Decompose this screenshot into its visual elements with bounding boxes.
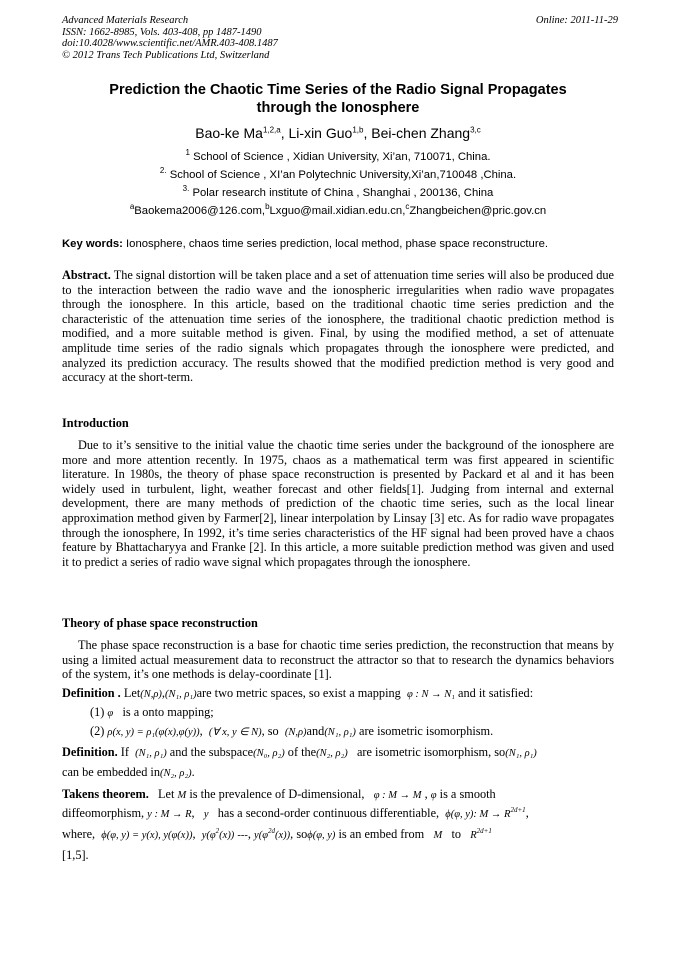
abstract-label: Abstract. xyxy=(62,268,111,282)
email-b[interactable]: Lxguo@mail.xidian.edu.cn, xyxy=(269,205,406,217)
takens-text: , xyxy=(424,787,428,801)
introduction-text: Due to it’s sensitive to the initial value the chaotic time series under the background of the ionosphere are more and more attention recently. In 1975, chaos as a mathematical term was first appeared in scientific literature. In 1980s, the theory of phase space reconstruction is presented by Packard et al and it has been widely used in turbulent, light, weather forecast and other fields[1]. Judging from internal and external development, there are many methods of prediction of the chaotic time series, such as the local linear approximation method given by Farmer[2], linear interpolation by Linsay [3] etc. As for radio wave propagates through the ionosphere, In 1992, it’s time series characteristics of the HF signal had been proved have a chaos feature by Bhattacharyya and Franke [2]. In this article, a more suitable prediction method was given and used it to predict a series of radio wave signal which propagates through the ionosphere. xyxy=(62,438,614,569)
takens-text: is an embed from xyxy=(338,827,425,842)
takens-label: Takens theorem. xyxy=(62,787,149,801)
affiliation-num: 2. xyxy=(159,166,167,176)
theory-heading: Theory of phase space reconstruction xyxy=(62,616,258,630)
def1-text: are two metric spaces, so exist a mapping xyxy=(196,686,401,700)
math: y(φ xyxy=(254,830,269,842)
takens-text: , xyxy=(525,806,529,821)
math-sup: 2d+1 xyxy=(510,806,526,814)
math: y : M → R xyxy=(147,809,192,821)
takens-text: , xyxy=(192,827,196,842)
math: y xyxy=(203,809,209,821)
takens-text: is a smooth xyxy=(439,787,496,801)
math: --- xyxy=(237,830,248,842)
definition-1-label: Definition . xyxy=(62,686,121,700)
takens-text: Let xyxy=(158,787,175,801)
def1-text: and it satisfied: xyxy=(457,686,534,700)
keywords xyxy=(62,238,618,250)
takens-theorem-line-3 xyxy=(62,827,614,842)
keywords-text: Ionosphere, chaos time series prediction, local method, phase space reconstructure. xyxy=(126,238,549,250)
math-sup: 2d xyxy=(268,827,276,835)
item-text: and xyxy=(306,724,325,738)
journal-header xyxy=(62,15,618,61)
math: M xyxy=(177,790,187,801)
math: (N₀, ρ₂) xyxy=(253,748,285,759)
takens-theorem-line-2 xyxy=(62,806,614,821)
author-3: , Bei-chen Zhang xyxy=(363,125,471,141)
keywords-label: Key words: xyxy=(62,238,123,250)
author-2: , Li-xin Guo xyxy=(280,125,353,141)
introduction-heading: Introduction xyxy=(62,416,129,430)
def2-text: are isometric isomorphism, so xyxy=(356,745,506,759)
takens-text: to xyxy=(451,827,462,842)
math-sup: 2d+1 xyxy=(476,827,492,835)
math: y(φ xyxy=(201,830,216,842)
def2-text: can be embedded in xyxy=(62,765,160,779)
item-number: (2) xyxy=(90,724,105,738)
def1-text: Let xyxy=(123,686,141,700)
definition-2 xyxy=(62,745,614,760)
author-emails xyxy=(62,202,614,217)
math: (N₁, ρ₁) xyxy=(164,689,197,700)
item-text: are isometric isomorphism. xyxy=(358,724,494,738)
title-line-2: through the Ionosphere xyxy=(256,100,420,116)
affiliation-1 xyxy=(62,148,614,163)
def2-text: If xyxy=(120,745,129,759)
abstract xyxy=(62,268,614,385)
def2-text: of the xyxy=(287,745,317,759)
math: (x)) xyxy=(275,830,291,842)
math: ρ(x, y) = ρ₁(φ(x),φ(y)) xyxy=(107,727,200,738)
takens-text: has a second-order continuous differentiable, xyxy=(217,806,440,821)
math: R xyxy=(470,830,477,842)
email-a-mark: a xyxy=(129,202,135,212)
title-line-1: Prediction the Chaotic Time Series of the Radio Signal Propagates xyxy=(109,82,567,98)
takens-text: where, xyxy=(62,827,96,842)
definition-2-label: Definition. xyxy=(62,745,118,759)
def2-text: . xyxy=(191,765,195,779)
email-b-mark: b xyxy=(265,202,270,212)
math: (N₂, ρ₂) xyxy=(316,748,348,759)
abstract-text: The signal distortion will be taken place and a set of attenuation time series will also be produced due to the interaction between the radio wave and the ionospheric irregularities when radio wave propagates through the ionosphere. In this article, based on the traditional chaotic time series prediction and the characteristic of the attenuation time series of the ionosphere, the traditional chaotic prediction method is modified, and a more suitable method is given. Final, by using the modified method, a set of attenuate amplitude time series of the radio signals which propagates through the ionosphere were predicted, and analyzed its prediction accuracy. The results showed that the modified prediction method is very good and accuracy at the short-term. xyxy=(62,268,614,385)
math: (N₁, ρ₁) xyxy=(135,748,167,759)
takens-theorem-line-4 xyxy=(62,848,614,863)
affiliation-2 xyxy=(62,166,614,181)
takens-theorem-line-1 xyxy=(62,787,614,802)
math: (∀ x, y ∈ N) xyxy=(208,727,262,738)
math: φ xyxy=(107,708,114,719)
takens-text: , xyxy=(247,827,251,842)
author-1-affil: 1,2,a xyxy=(262,125,281,135)
takens-citation: [1,5]. xyxy=(62,848,89,862)
email-c[interactable]: Zhangbeichen@pric.gov.cn xyxy=(409,205,547,217)
takens-text: , so xyxy=(290,827,308,842)
affiliation-num: 3. xyxy=(182,184,190,194)
email-c-mark: c xyxy=(405,202,410,212)
math: (N₁, ρ₁) xyxy=(505,748,537,759)
author-list xyxy=(62,125,614,141)
definition-item-2 xyxy=(90,724,642,739)
affiliation-text: School of Science , XI’an Polytechnic University,Xi’an,710048 ,China. xyxy=(169,169,517,181)
theory-text: The phase space reconstruction is a base for chaotic time series prediction, the reconstruction that means by using a limited actual measurement data to reconstruct the attractor so that to research the dynamics behaviors of the system, it’s one methods is delay-coordinate [1]. xyxy=(62,638,614,682)
author-2-affil: 1,b xyxy=(352,125,364,135)
paper-title xyxy=(62,81,614,117)
math: ϕ(φ, y): M → R xyxy=(445,809,511,821)
item-number: (1) xyxy=(90,705,105,719)
math: φ : M → M xyxy=(373,790,422,801)
item-text: is a onto mapping; xyxy=(122,705,214,719)
author-1: Bao-ke Ma xyxy=(195,125,263,141)
math: (N,ρ) xyxy=(284,727,307,738)
math: (N₁, ρ₁) xyxy=(324,727,356,738)
takens-text: , xyxy=(191,806,195,821)
takens-text: is the prevalence of D-dimensional, xyxy=(189,787,365,801)
affiliation-num: 1 xyxy=(185,148,190,158)
definition-item-1 xyxy=(90,705,642,720)
def2-text: and the subspace xyxy=(169,745,254,759)
takens-text: diffeomorphism, xyxy=(62,806,145,821)
affiliation-3 xyxy=(62,184,614,199)
item-text: , xyxy=(199,724,203,738)
email-a[interactable]: Baokema2006@126.com, xyxy=(134,205,266,217)
math: (x)) xyxy=(219,830,235,842)
math: (N,ρ) xyxy=(140,689,162,700)
math: (N₂, ρ₂) xyxy=(160,768,192,779)
definition-2-cont xyxy=(62,765,614,780)
journal-name: Advanced Materials Research xyxy=(62,15,189,26)
copyright: © 2012 Trans Tech Publications Ltd, Switzerland xyxy=(62,49,270,61)
math: φ xyxy=(430,790,437,801)
math: ϕ(φ, y) xyxy=(307,830,336,842)
affiliation-text: Polar research institute of China , Shanghai , 200136, China xyxy=(192,187,494,199)
affiliation-text: School of Science , Xidian University, Xi’an, 710071, China. xyxy=(193,151,491,163)
math: ϕ(φ, y) = y(x), y(φ(x)) xyxy=(101,830,193,842)
math-sup: 2 xyxy=(215,827,220,835)
item-text: , so xyxy=(261,724,279,738)
def1-text: , xyxy=(161,686,165,700)
math: φ : N → N₁ xyxy=(406,689,455,700)
online-date: Online: 2011-11-29 xyxy=(535,15,618,26)
definition-1 xyxy=(62,686,614,701)
doi: doi:10.4028/www.scientific.net/AMR.403-408.1487 xyxy=(62,38,278,49)
issn: ISSN: 1662-8985, Vols. 403-408, pp 1487-1490 xyxy=(62,26,262,38)
author-3-affil: 3,c xyxy=(470,125,481,135)
math: M xyxy=(433,830,443,842)
